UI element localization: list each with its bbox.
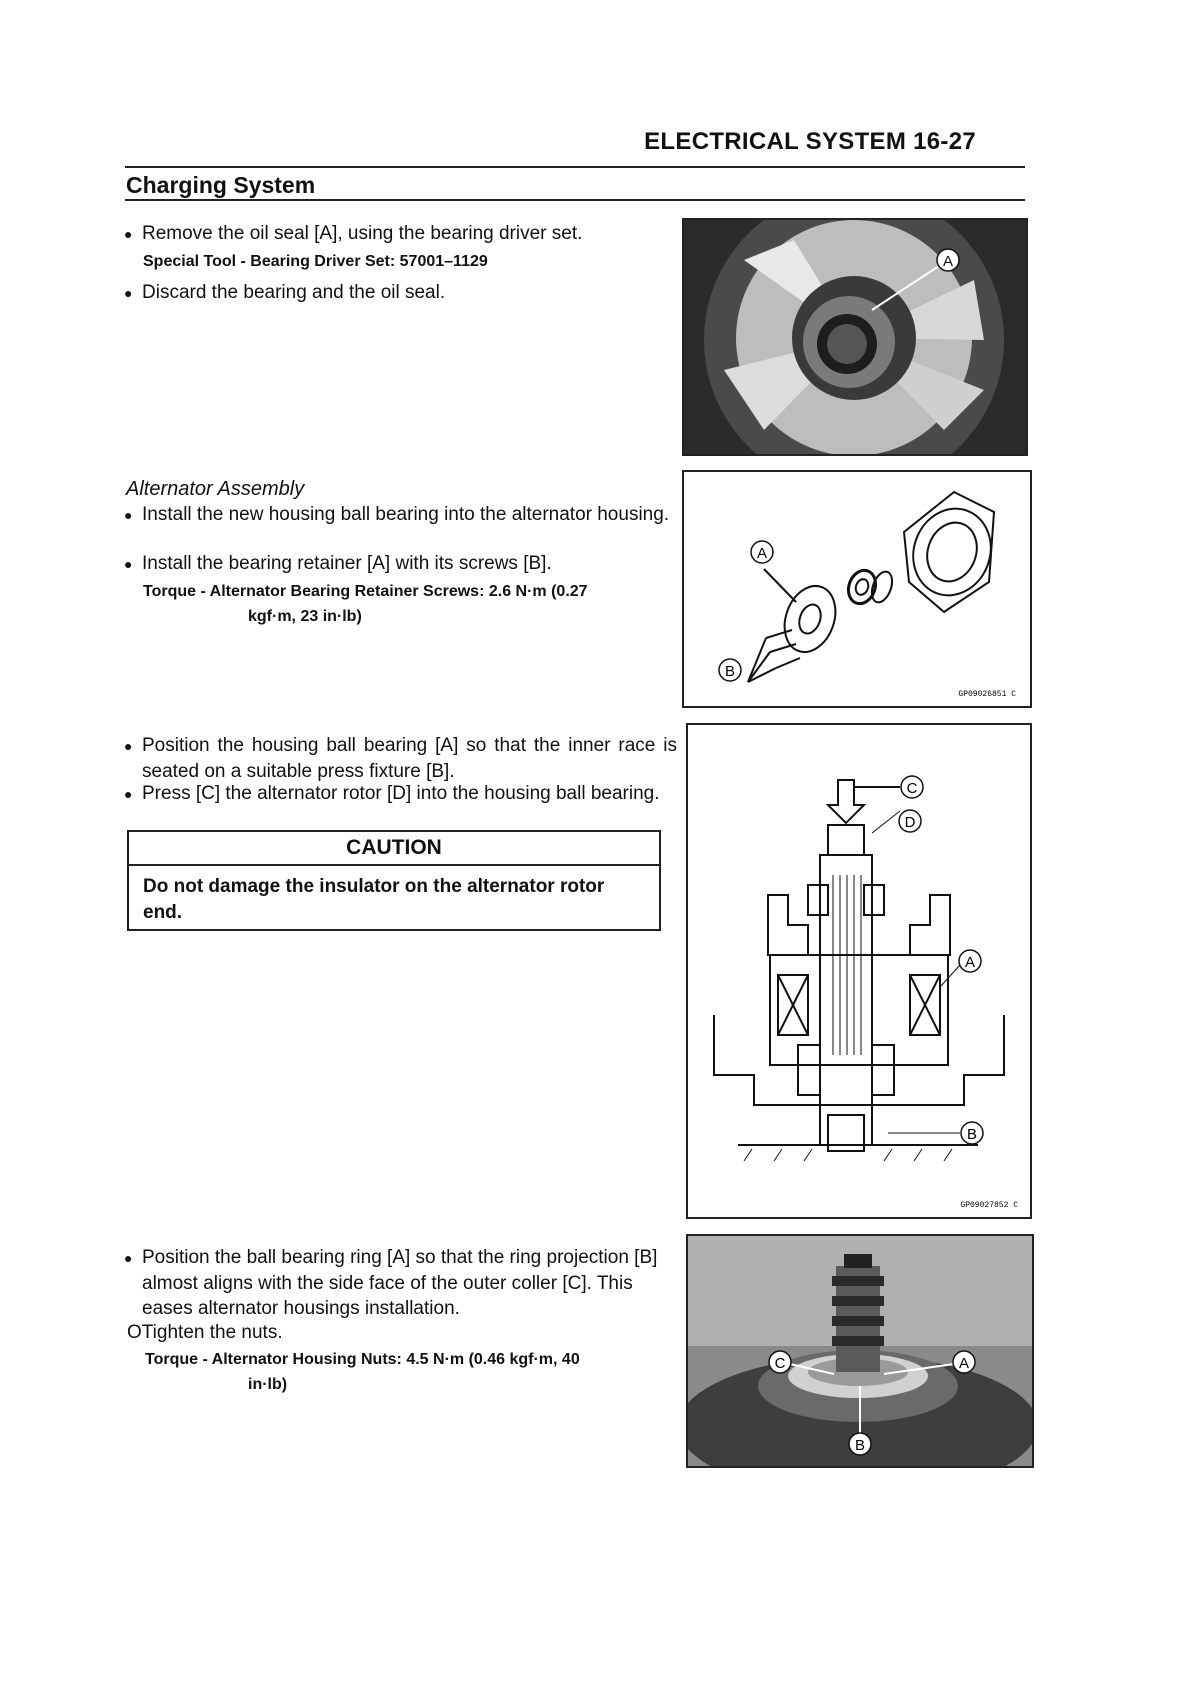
- figure-bearing-retainer-diagram: [682, 470, 1032, 708]
- torque-spec-housing-line1: Torque - Alternator Housing Nuts: 4.5 N·m (0.46 kgf·m, 40: [145, 1351, 580, 1368]
- torque-spec-retainer-line1: Torque - Alternator Bearing Retainer Screws: 2.6 N·m (0.27: [143, 583, 588, 600]
- torque-spec-retainer-line2: kgf·m, 23 in·lb): [248, 608, 362, 625]
- step-position-ring: ● Position the ball bearing ring [A] so that the ring projection [B] almost aligns with the side face of the outer coller [C]. This eases alternator housings installation.: [124, 1245, 680, 1321]
- callout-a-label: A: [964, 954, 976, 971]
- figure-bearing-ring-photo: [686, 1234, 1034, 1468]
- press-diagram-graphic: [688, 725, 1030, 1217]
- callout-d-label: D: [904, 814, 916, 831]
- callout-a-label: A: [958, 1355, 970, 1372]
- step-press-rotor: ● Press [C] the alternator rotor [D] into the housing ball bearing.: [124, 781, 677, 807]
- retainer-diagram-graphic: [684, 472, 1030, 706]
- callout-b-label: B: [854, 1437, 866, 1454]
- step-position-bearing: ● Position the housing ball bearing [A] so that the inner race is seated on a suitable press fixture [B].: [124, 733, 677, 784]
- oil-seal-photo-graphic: [684, 220, 1026, 454]
- torque-spec-housing-line2: in·lb): [248, 1376, 288, 1393]
- section-rule: [125, 199, 1025, 201]
- caution-title: CAUTION: [129, 832, 659, 866]
- page-header: ELECTRICAL SYSTEM 16-27: [644, 128, 976, 155]
- callout-c-label: C: [774, 1355, 786, 1372]
- callout-a-label: A: [756, 545, 768, 562]
- figure-code: GP09027852 C: [960, 1201, 1018, 1210]
- section-title: Charging System: [126, 172, 316, 198]
- figure-press-rotor-diagram: [686, 723, 1032, 1219]
- step-install-bearing: ● Install the new housing ball bearing into the alternator housing.: [124, 502, 674, 528]
- caution-text: Do not damage the insulator on the alternator rotor end.: [143, 876, 605, 923]
- callout-a-label: A: [942, 253, 954, 270]
- callout-b-label: B: [724, 663, 736, 680]
- figure-code: GP09026851 C: [958, 690, 1016, 699]
- special-tool-spec: Special Tool - Bearing Driver Set: 57001–1129: [143, 253, 488, 270]
- caution-box: [127, 830, 661, 931]
- callout-c-label: C: [906, 780, 918, 797]
- callout-b-label: B: [966, 1126, 978, 1143]
- figure-oil-seal-photo: [682, 218, 1028, 456]
- header-rule: [125, 166, 1025, 168]
- bearing-ring-photo-graphic: [688, 1236, 1032, 1466]
- step-discard-bearing: ● Discard the bearing and the oil seal.: [124, 280, 682, 306]
- step-tighten-nuts: OTighten the nuts.: [127, 1322, 283, 1343]
- step-install-retainer: ● Install the bearing retainer [A] with its screws [B].: [124, 551, 682, 577]
- subsection-heading: Alternator Assembly: [126, 478, 305, 500]
- step-remove-oil-seal: ● Remove the oil seal [A], using the bearing driver set.: [124, 221, 682, 247]
